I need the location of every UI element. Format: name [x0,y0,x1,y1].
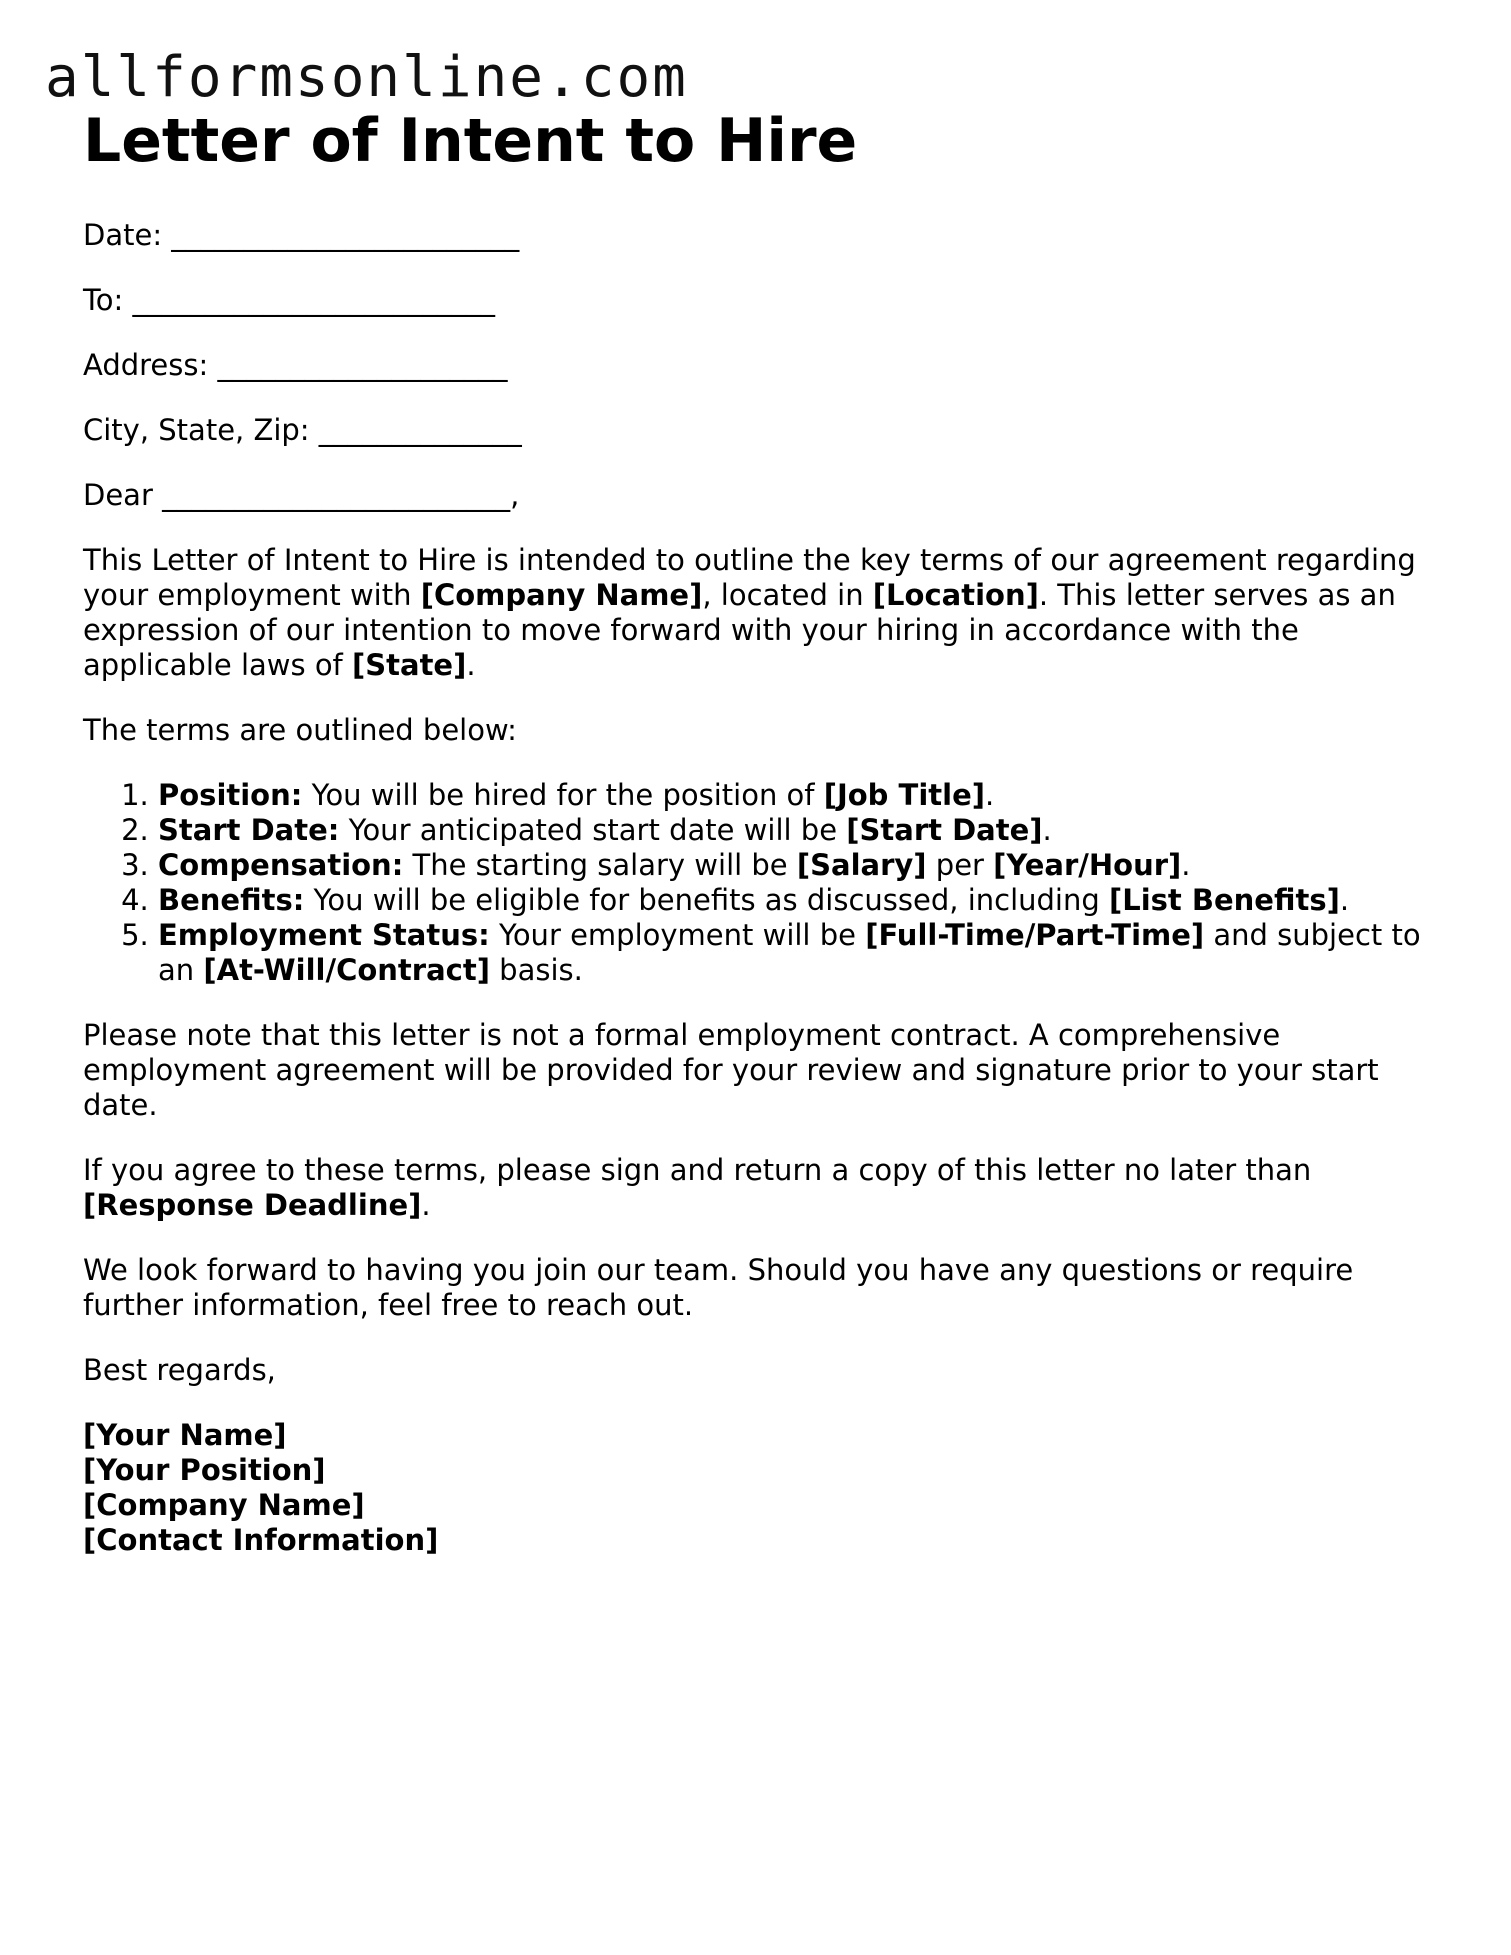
term-text: . [985,778,995,812]
agree-text: If you agree to these terms, please sign and return a copy of this letter no later than [83,1153,1312,1187]
letter-body [83,218,1443,1558]
sign-off: Best regards, [83,1353,276,1387]
at-will-contract-placeholder: [At-Will/Contract] [203,953,490,987]
signature-company: [Company Name] [83,1488,365,1522]
terms-intro: The terms are outlined below: [83,713,517,747]
term-label: Start Date: [158,813,340,847]
term-text: Your employment will be [489,918,866,952]
term-label: Benefits: [158,883,305,917]
city-state-zip-field: City, State, Zip: ______________ [83,413,522,447]
term-text: . [1042,813,1052,847]
note-paragraph: Please note that this letter is not a formal employment contract. A comprehensive employment agreement will be provided for your review and signature prior to your start date. [83,1018,1379,1122]
term-label: Compensation: [158,848,404,882]
term-compensation [158,848,1443,883]
term-label: Position: [158,778,303,812]
benefits-placeholder: [List Benefits] [1108,883,1340,917]
term-text: You will be hired for the position of [302,778,824,812]
address-field: Address: ____________________ [83,348,508,382]
salutation-field: Dear ________________________, [83,478,520,512]
term-benefits [158,883,1443,918]
intro-text-3: . This letter serves as an expression of our intention to move forward with your hiring in accordance with the applicable laws of [83,578,1396,682]
agree-end: . [421,1188,431,1222]
closing-paragraph: We look forward to having you join our team. Should you have any questions or require further information, feel free to reach out. [83,1253,1354,1322]
term-text: . [1181,848,1191,882]
term-label: Employment Status: [158,918,490,952]
term-text: and subject to an [158,918,1421,987]
term-employment-status [158,918,1443,988]
agree-paragraph [83,1153,1443,1223]
intro-paragraph [83,543,1443,683]
date-field: Date: ________________________ [83,218,520,252]
to-field: To: _________________________ [83,283,496,317]
page-title: Letter of Intent to Hire [83,106,858,176]
letter-page [83,106,1443,1558]
term-position [158,778,1443,813]
signature-name: [Your Name] [83,1418,287,1452]
salary-placeholder: [Salary] [796,848,927,882]
term-text: The starting salary will be [403,848,797,882]
term-text: Your anticipated start date will be [339,813,847,847]
state-placeholder: [State] [352,648,467,682]
signature-contact: [Contact Information] [83,1523,439,1557]
location-placeholder: [Location] [872,578,1039,612]
terms-list [83,778,1443,988]
intro-text-2: , located in [702,578,873,612]
term-text: basis. [489,953,583,987]
signature-position: [Your Position] [83,1453,326,1487]
job-title-placeholder: [Job Title] [823,778,985,812]
term-text: . [1339,883,1350,917]
intro-text-4: . [466,648,476,682]
site-watermark: allformsonline.com [45,45,688,110]
start-date-placeholder: [Start Date] [846,813,1043,847]
intro-text-1: This Letter of Intent to Hire is intended to outline the key terms of our agreement regarding your employment with [83,543,1416,612]
term-text: per [926,848,994,882]
term-text: You will be eligible for benefits as discussed, including [304,883,1109,917]
employment-type-placeholder: [Full-Time/Part-Time] [865,918,1205,952]
signature-block [83,1418,1443,1558]
year-hour-placeholder: [Year/Hour] [993,848,1182,882]
company-placeholder: [Company Name] [420,578,703,612]
term-start-date [158,813,1443,848]
response-deadline-placeholder: [Response Deadline] [83,1188,422,1222]
